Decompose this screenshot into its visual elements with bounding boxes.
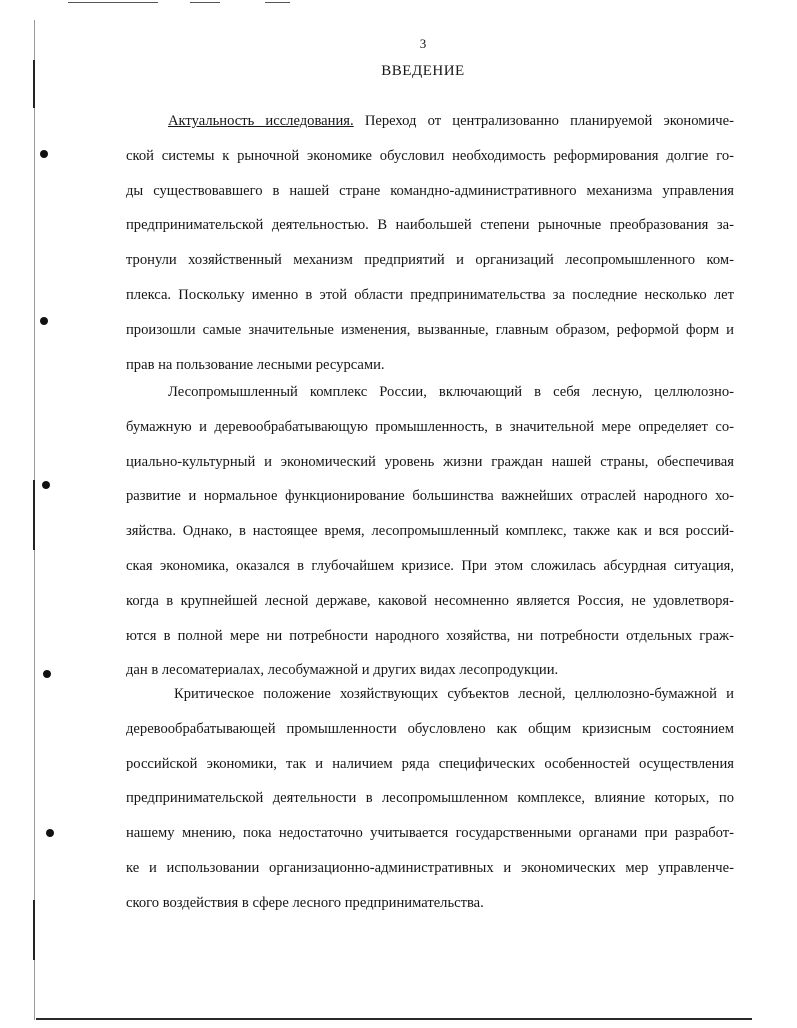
paragraph-line: предпринимательской деятельности в лесопромышленном комплексе, влияние которых, по [126, 790, 734, 807]
paragraph-line: Лесопромышленный комплекс России, включающий в себя лесную, целлюлозно- [168, 384, 734, 400]
paragraph-line: ются в полной мере ни потребности народного хозяйства, ни потребности отдельных граж- [126, 627, 734, 644]
scan-edge-mark [265, 2, 290, 3]
scan-edge-mark [33, 900, 35, 960]
section-title: ВВЕДЕНИЕ [381, 63, 465, 79]
paragraph-line: бумажную и деревообрабатывающую промышленность, в значительной мере определяет со- [126, 418, 734, 435]
paragraph-line: нашему мнению, пока недостаточно учитывается государственными органами при разработ- [126, 825, 734, 842]
paragraph-line [126, 104, 734, 139]
paragraph-line: тронули хозяйственный механизм предприятий и организаций лесопромышленного ком- [126, 252, 734, 269]
paragraph-line: ского воздействия в сфере лесного предпринимательства. [126, 894, 484, 911]
scan-edge-mark [68, 2, 158, 3]
relevance-label: Актуальность исследования. [168, 113, 354, 129]
punch-hole-mark [40, 317, 48, 325]
paragraph-line: плекса. Поскольку именно в этой области предпринимательства за последние несколько лет [126, 286, 734, 303]
punch-hole-mark [42, 481, 50, 489]
paragraph-line: предпринимательской деятельностью. В наибольшей степени рыночные преобразования за- [126, 217, 734, 234]
paragraph-line: деревообрабатывающей промышленности обусловлено как общим кризисным состоянием [126, 720, 734, 737]
scan-bottom-edge [36, 1018, 752, 1020]
paragraph-line: циально-культурный и экономический уровень жизни граждан нашей страны, обеспечивая [126, 453, 734, 470]
page-number: 3 [419, 36, 427, 51]
paragraph-line: произошли самые значительные изменения, вызванные, главным образом, реформой форм и [126, 321, 734, 338]
paragraph-forest-complex [126, 375, 734, 688]
punch-hole-mark [43, 670, 51, 678]
paragraph-line: российской экономики, так и наличием ряда специфических особенностей осуществления [126, 755, 734, 772]
paragraph-line: ской системы к рыночной экономике обусловил необходимость реформирования долгие го- [126, 147, 734, 164]
paragraph-line: прав на пользование лесными ресурсами. [126, 356, 385, 373]
paragraph-line: Критическое положение хозяйствующих субъектов лесной, целлюлозно-бумажной и [174, 686, 734, 702]
paragraph-line: ке и использовании организационно-административных и экономических мер управленче- [126, 859, 734, 876]
scan-edge-mark [33, 480, 35, 550]
paragraph-line: когда в крупнейшей лесной державе, каковой несомненно является Россия, не удовлетворя- [126, 592, 734, 609]
paragraph-line: развитие и нормальное функционирование большинства важнейших отраслей народного хо- [126, 488, 734, 505]
punch-hole-mark [46, 829, 54, 837]
paragraph-line: ская экономика, оказался в глубочайшем кризисе. При этом сложилась абсурдная ситуация, [126, 557, 734, 574]
paragraph-line: ды существовавшего в нашей стране командно-административного механизма управления [126, 182, 734, 199]
paragraph-line: зяйства. Однако, в настоящее время, лесопромышленный комплекс, также как и вся россий- [126, 523, 734, 540]
punch-hole-mark [40, 150, 48, 158]
paragraph-text: Переход от централизованно планируемой экономиче- [364, 113, 734, 129]
paragraph-relevance [126, 104, 734, 382]
paragraph-line: дан в лесоматериалах, лесобумажной и других видах лесопродукции. [126, 662, 559, 679]
scan-edge-mark [190, 2, 220, 3]
paragraph-critical-state [126, 677, 734, 921]
